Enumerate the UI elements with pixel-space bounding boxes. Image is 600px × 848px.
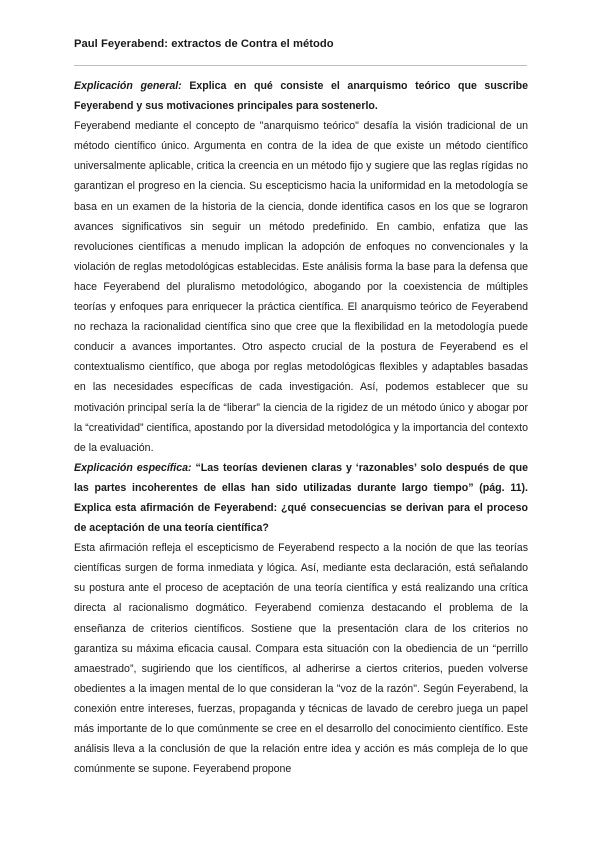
specific-answer: Esta afirmación refleja el escepticismo de Feyerabend respecto a la noción de que las teorías científicas surgen de forma inmediata y lógica. Así, mediante esta declaración, está señalando su postura ante el proceso de aceptación de una teoría científica y está realizando una crítica directa al racionalismo dogmático. Feyerabend comienza destacando el problema de la enseñanza de criterios científicos. Sostiene que la presentación clara de los criterios no garantiza su máxima eficacia causal. Compara esta situación con la obediencia de un “perrillo amaestrado”, sugiriendo que los científicos, al adherirse a ciertos criterios, pueden volverse obedientes a la imagen mental de lo que consideran la "voz de la razón". Según Feyerabend, la conexión entre intereses, fuerzas, propaganda y técnicas de lavado de cerebro juega un papel más importante de lo que comúnmente se cree en el desarrollo del conocimiento científico. Este análisis lleva a la conclusión de que la relación entre idea y acción es más compleja de lo que comúnmente se supone. Feyerabend propone [74,542,528,776]
specific-question [74,458,528,538]
document-body [74,76,528,779]
specific-question-prompt: “Las teorías devienen claras y ‘razonables’ solo después de que las partes incoherentes de ellas han sido utilizadas durante largo tiempo” (pág. 11). Explica esta afirmación de Feyerabend: ¿qué consecuencias se derivan para el proceso de aceptación de una teoría científica? [74,461,529,535]
general-question [74,76,528,116]
general-answer: Feyerabend mediante el concepto de "anarquismo teórico" desafía la visión tradicional de un método científico único. Argumenta en contra de la idea de que existe un método científico universalmente aplicable, critica la creencia en un método fijo y sugiere que las reglas rígidas no garantizan el progreso en la ciencia. Su escepticismo hacia la uniformidad en la metodología se basa en un examen de la historia de la ciencia, donde identifica casos en los que se lograron avances significativos sin seguir un método predefinido. En cambio, enfatiza que las revoluciones científicas a menudo implican la adopción de enfoques no convencionales y la violación de reglas metodológicas establecidas. Este análisis forma la base para la defensa que hace Feyerabend del pluralismo metodológico, abogando por la coexistencia de múltiples teorías y enfoques para enriquecer la práctica científica. El anarquismo teórico de Feyerabend no rechaza la racionalidad científica sino que cree que la flexibilidad en la metodología puede conducir a avances importantes. Otro aspecto crucial de la postura de Feyerabend es el contextualismo científico, que aboga por reglas metodológicas flexibles y adaptables basadas en las necesidades específicas de cada investigación. Así, podemos establecer que su motivación principal sería la de “liberar” la ciencia de la rigidez de un método único y abogar por la “creatividad” científica, apostando por la diversidad metodológica y la importancia del contexto de la evaluación. [74,120,528,454]
specific-question-label: Explicación específica: [74,461,192,474]
header-divider [74,65,527,66]
general-question-label: Explicación general: [74,80,182,92]
document-header: Paul Feyerabend: extractos de Contra el método [74,38,334,50]
general-question-prompt: Explica en qué consiste el anarquismo teórico que suscribe Feyerabend y sus motivaciones principales para sostenerlo. [74,80,529,113]
